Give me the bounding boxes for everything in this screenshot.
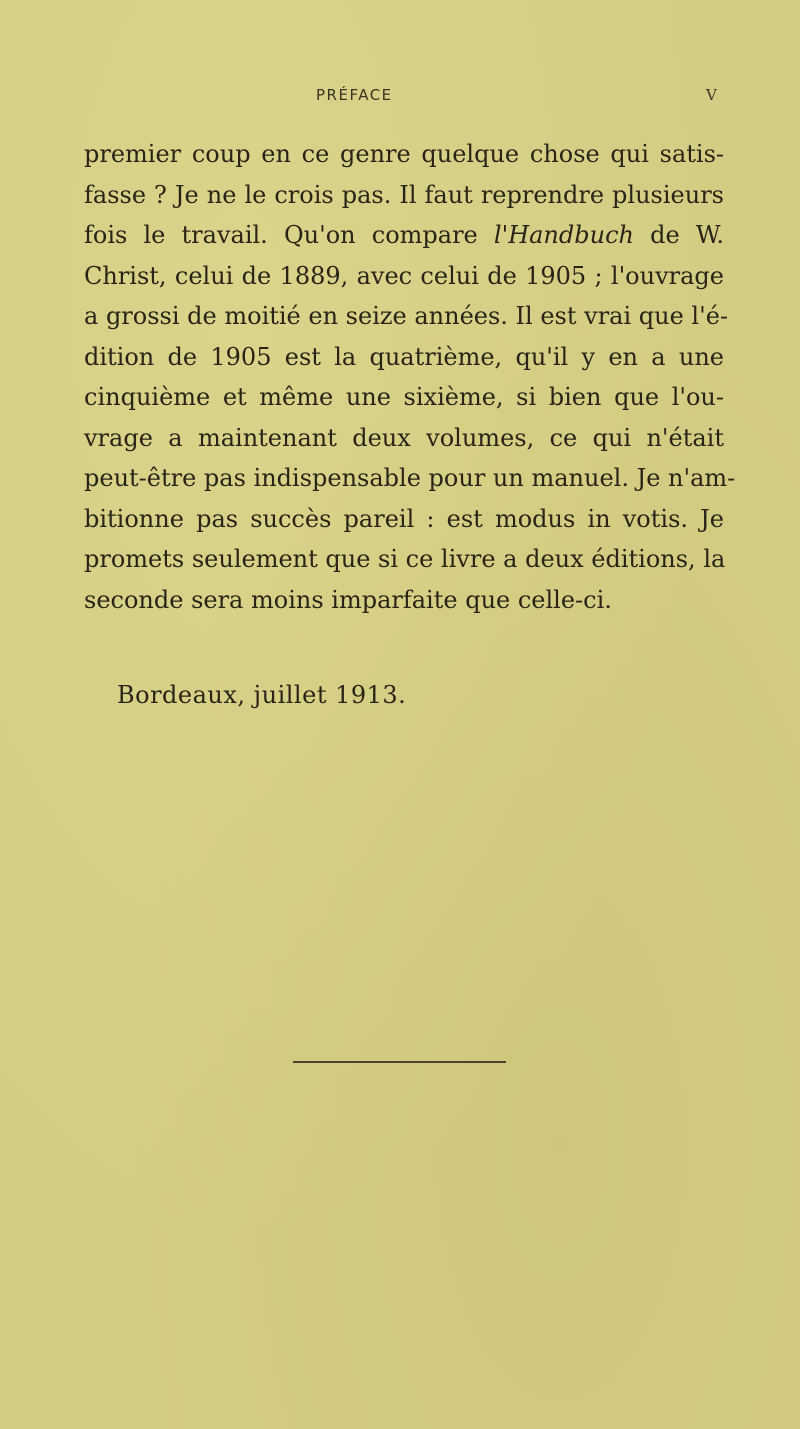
horizontal-rule [293, 1061, 506, 1063]
text-line: premier coup en ce genre quelque chose qui satis- [84, 140, 724, 168]
text-line: dition de 1905 est la quatrième, qu'il y en a une [84, 342, 724, 371]
text-line: promets seulement que si ce livre a deux éditions, la [84, 545, 726, 573]
running-title: PRÉFACE [316, 86, 393, 104]
text-line: Christ, celui de 1889, avec celui de 1905 ; l'ouvrage [84, 261, 724, 290]
page-number: V [706, 86, 717, 104]
text-line-end: de W. [633, 221, 724, 249]
body-text [84, 134, 736, 620]
text-line: fasse ? Je ne le crois pas. Il faut reprendre plusieurs [84, 180, 724, 209]
text-line: bitionne pas succès pareil : est modus in votis. Je [84, 504, 724, 533]
signoff: Bordeaux, juillet 1913. [117, 681, 407, 709]
text-line-start: fois le travail. Qu'on compare [84, 221, 494, 249]
text-line: peut-être pas indispensable pour un manuel. Je n'am- [84, 464, 736, 492]
text-line: a grossi de moitié en seize années. Il est vrai que l'é- [84, 302, 729, 330]
running-head [0, 86, 800, 110]
text-line-last: seconde sera moins imparfaite que celle-ci. [84, 585, 612, 614]
text-line: cinquième et même une sixième, si bien que l'ou- [84, 383, 724, 411]
handbuch-title: l'Handbuch [493, 221, 634, 249]
text-line [84, 215, 724, 256]
text-line: vrage a maintenant deux volumes, ce qui n'était [84, 423, 724, 452]
